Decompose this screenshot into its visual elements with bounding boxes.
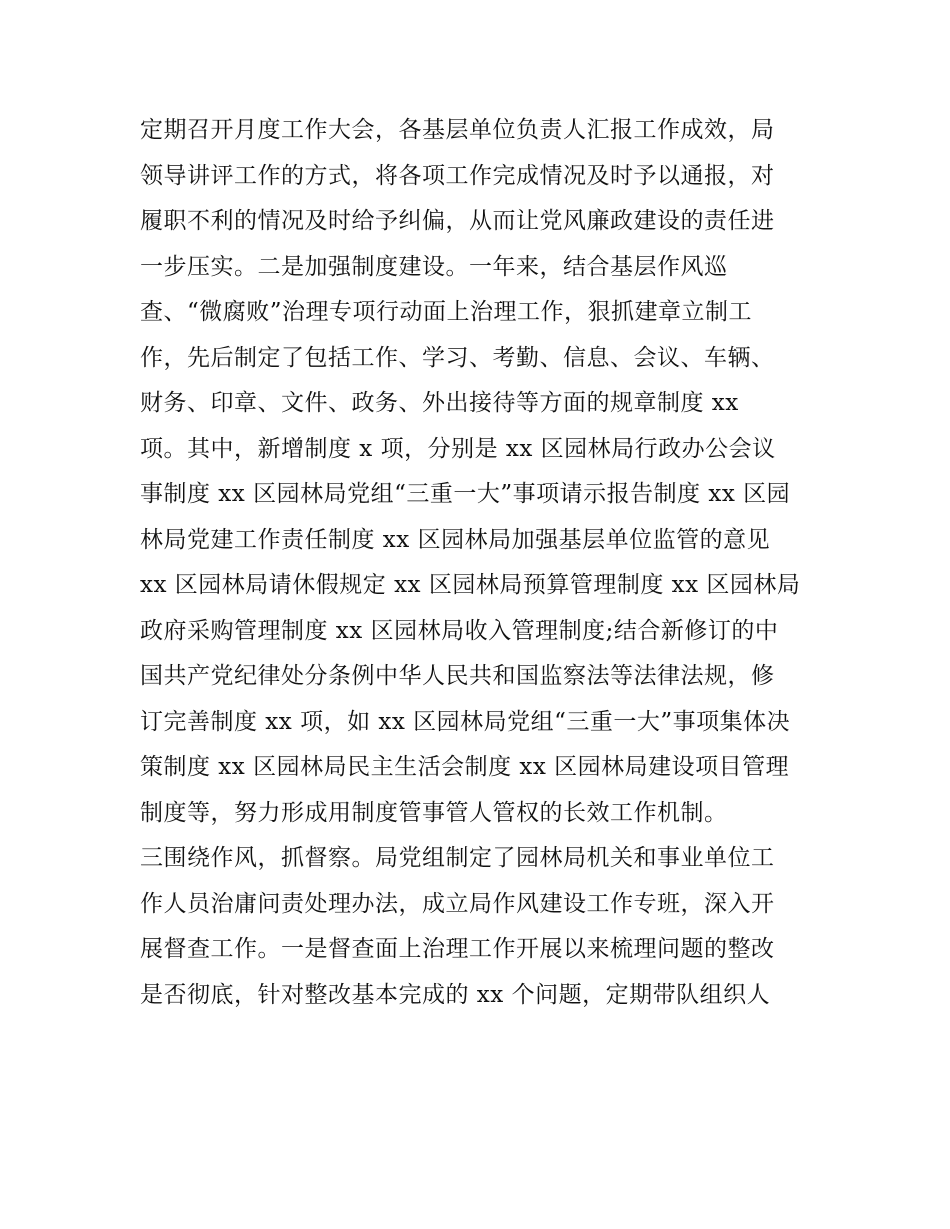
body-text xyxy=(140,108,820,1018)
text-line: 策制度 xx 区园林局民主生活会制度 xx 区园林局建设项目管理 xyxy=(140,754,790,780)
text-line: 林局党建工作责任制度 xx 区园林局加强基层单位监管的意见 xyxy=(140,526,771,553)
text-line: 是否彻底，针对整改基本完成的 xx 个问题，定期带队组织人 xyxy=(140,981,771,1008)
text-line: 作人员治庸问责处理办法，成立局作风建设工作专班，深入开 xyxy=(140,890,775,917)
text-line: 事制度 xx 区园林局党组“三重一大”事项请示报告制度 xx 区园 xyxy=(140,481,791,507)
text-line: 财务、印章、文件、政务、外出接待等方面的规章制度 xx xyxy=(140,390,739,416)
text-line: 查、“微腐败”治理专项行动面上治理工作，狠抓建章立制工 xyxy=(140,299,753,325)
text-line: 一步压实。二是加强制度建设。一年来，结合基层作风巡 xyxy=(140,253,728,280)
text-line: xx 区园林局请休假规定 xx 区园林局预算管理制度 xx 区园林局 xyxy=(140,572,801,598)
text-line: 三围绕作风，抓督察。局党组制定了园林局机关和事业单位工 xyxy=(140,845,775,871)
text-line: 作，先后制定了包括工作、学习、考勤、信息、会议、车辆、 xyxy=(140,344,775,371)
text-line: 政府采购管理制度 xx 区园林局收入管理制度;结合新修订的中 xyxy=(140,617,779,644)
text-line: 制度等，努力形成用制度管事管人管权的长效工作机制。 xyxy=(140,799,728,826)
text-line: 订完善制度 xx 项，如 xx 区园林局党组“三重一大”事项集体决 xyxy=(140,708,791,735)
text-line: 领导讲评工作的方式，将各项工作完成情况及时予以通报，对 xyxy=(140,162,775,189)
text-line: 履职不利的情况及时给予纠偏，从而让党风廉政建设的责任进 xyxy=(140,208,775,234)
text-line: 定期召开月度工作大会，各基层单位负责人汇报工作成效，局 xyxy=(140,117,775,143)
text-line: 展督查工作。一是督查面上治理工作开展以来梳理问题的整改 xyxy=(140,936,775,962)
text-line: 国共产党纪律处分条例中华人民共和国监察法等法律法规，修 xyxy=(140,663,775,689)
text-line: 项。其中，新增制度 x 项，分别是 xx 区园林局行政办公会议 xyxy=(140,435,776,462)
